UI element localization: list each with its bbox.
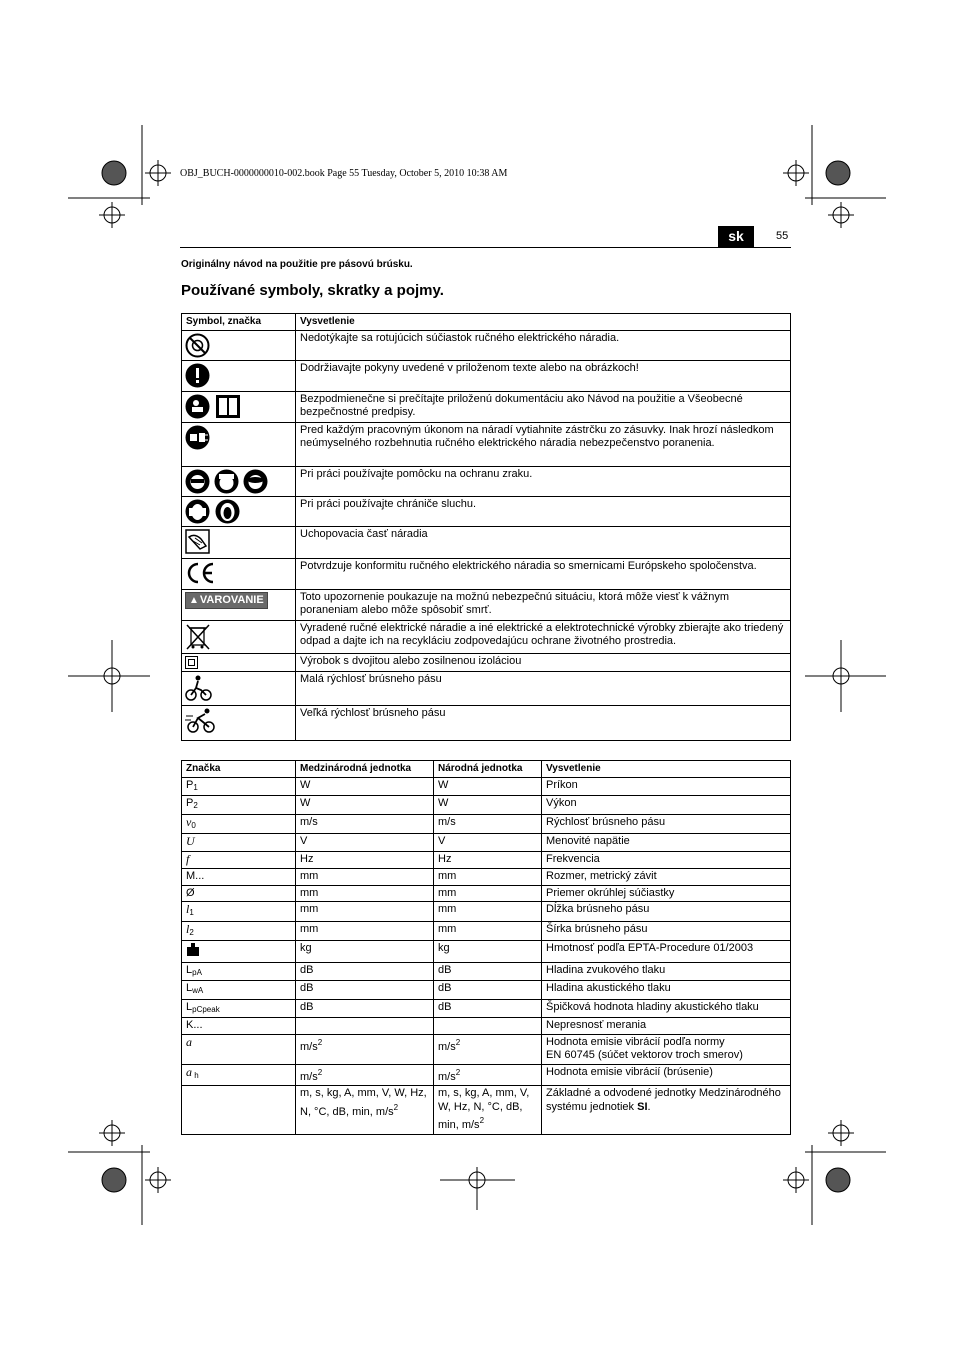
intl-unit-superscript: 2 — [393, 1102, 399, 1112]
description-text: Nepresnosť merania — [546, 1019, 647, 1031]
table-row — [182, 981, 791, 1000]
description-text: Hodnota emisie vibrácií (brúsenie) — [546, 1065, 713, 1078]
table-row — [182, 851, 791, 869]
description-text: Rozmer, metrický závit — [546, 870, 657, 882]
natl-unit-superscript: 2 — [455, 1037, 461, 1047]
description-text: Hladina zvukového tlaku — [546, 963, 666, 976]
intl-unit-text: kg — [300, 942, 312, 954]
symbol-cell — [182, 672, 296, 706]
symbols-table — [181, 313, 791, 741]
description-text: Rýchlosť brúsneho pásu — [546, 815, 666, 828]
warning-triangle-icon: ▲ — [189, 594, 199, 606]
description-cell: Vyradené ručné elektrické náradie a iné elektrické a elektrotechnické výrobky zbierajte ako triedený odpad a dajte ich na recykláciu zodpovedajúcu ochrane životného prostredia. — [296, 620, 791, 653]
table-row — [182, 814, 791, 834]
description-cell: Pred každým pracovným úkonom na náradí vytiahnite zástrčku zo zásuvky. Inak hrozí následkom neúmyselného rozbehnutia ručného elektrického náradia nebezpečenstvo poranenia. — [296, 422, 791, 466]
no-touch-rotating-icon — [185, 333, 210, 358]
natl-unit-cell — [434, 814, 542, 834]
symbol-cell — [182, 851, 296, 869]
natl-unit-text: m, s, kg, A, mm, V, W, Hz, N, °C, dB, min, m/s — [438, 1087, 530, 1131]
natl-unit-cell — [434, 999, 542, 1018]
description-cell — [542, 962, 791, 981]
description-cell — [542, 1018, 791, 1035]
natl-unit-text: dB — [438, 963, 452, 976]
natl-unit-cell — [434, 1034, 542, 1064]
symbol-cell — [182, 558, 296, 589]
intl-unit-cell — [296, 1018, 434, 1035]
description-cell: Výrobok s dvojitou alebo zosilnenou izoláciou — [296, 653, 791, 672]
column-header: Značka — [182, 761, 296, 778]
symbol-cell — [182, 653, 296, 672]
natl-unit-cell — [434, 869, 542, 886]
description-text-line2: EN 60745 (súčet vektorov troch smerov) — [546, 1049, 743, 1061]
symbol-cell — [182, 999, 296, 1018]
double-insulation-icon — [185, 656, 198, 669]
natl-unit-cell — [434, 1086, 542, 1135]
description-cell: Pri práci používajte chrániče sluchu. — [296, 496, 791, 526]
natl-unit-text: mm — [438, 870, 457, 882]
slow-cyclist-icon — [185, 674, 213, 702]
description-cell — [542, 1086, 791, 1135]
natl-unit-cell — [434, 1064, 542, 1086]
symbol-cell — [182, 496, 296, 526]
table-row — [182, 496, 791, 526]
natl-unit-text: Hz — [438, 852, 452, 865]
natl-unit-cell — [434, 1018, 542, 1035]
table-row — [182, 777, 791, 796]
intl-unit-cell — [296, 869, 434, 886]
description-text: Hmotnosť podľa EPTA-Procedure 01/2003 — [546, 942, 754, 954]
symbol-subscript: 2 — [193, 801, 198, 810]
table-row — [182, 921, 791, 941]
column-header: Národná jednotka — [434, 761, 542, 778]
table-row — [182, 1018, 791, 1035]
natl-unit-cell — [434, 885, 542, 902]
intl-unit-text: mm — [300, 922, 319, 935]
symbol-cell — [182, 834, 296, 852]
intl-unit-cell — [296, 902, 434, 922]
description-text: Frekvencia — [546, 852, 600, 865]
symbol-text: a — [186, 1064, 192, 1079]
description-cell: Bezpodmienečne si prečítajte priloženú dokumentáciu ako Návod na použitie a Všeobecné bezpečnostné predpisy. — [296, 391, 791, 422]
grip-surface-icon — [185, 529, 210, 554]
intl-unit-text: W — [300, 778, 311, 791]
description-cell: Toto upozornenie poukazuje na možnú nebezpečnú situáciu, ktorá môže viesť k vážnym poraneniam alebo môže spôsobiť smrť. — [296, 589, 791, 620]
description-cell: Pri práci používajte pomôcku na ochranu zraku. — [296, 466, 791, 496]
natl-unit-text: dB — [438, 1000, 452, 1013]
natl-unit-cell — [434, 981, 542, 1000]
table-row — [182, 869, 791, 886]
symbol-cell — [182, 941, 296, 963]
symbol-cell — [182, 422, 296, 466]
symbol-cell — [182, 589, 296, 620]
document-subtitle: Originálny návod na použitie pre pásovú brúsku. — [181, 259, 413, 270]
table-row — [182, 526, 791, 558]
intl-unit-superscript: 2 — [317, 1067, 323, 1077]
description-cell — [542, 851, 791, 869]
weee-bin-icon — [185, 623, 211, 651]
natl-unit-text: mm — [438, 886, 457, 899]
intl-unit-cell — [296, 921, 434, 941]
symbol-subscript: 1 — [193, 782, 198, 792]
description-cell: Malá rýchlosť brúsneho pásu — [296, 672, 791, 706]
description-text: Príkon — [546, 778, 578, 791]
natl-unit-cell — [434, 834, 542, 852]
natl-unit-superscript: 2 — [479, 1116, 485, 1125]
description-cell: Veľká rýchlosť brúsneho pásu — [296, 706, 791, 741]
symbol-text: Ø — [186, 886, 195, 899]
symbol-cell — [182, 391, 296, 422]
table-header-row — [182, 761, 791, 778]
column-header: Symbol, značka — [182, 314, 296, 331]
intl-unit-text: dB — [300, 1000, 314, 1013]
column-header: Medzinárodná jednotka — [296, 761, 434, 778]
natl-unit-cell — [434, 921, 542, 941]
symbol-cell — [182, 921, 296, 941]
intl-unit-cell — [296, 796, 434, 815]
description-cell — [542, 885, 791, 902]
weight-icon — [186, 942, 200, 956]
print-header: OBJ_BUCH-0000000010-002.book Page 55 Tuesday, October 5, 2010 10:38 AM — [180, 168, 508, 179]
description-text: Menovité napätie — [546, 835, 630, 847]
natl-unit-text: mm — [438, 903, 457, 915]
intl-unit-text: m/s — [300, 815, 318, 828]
table-row — [182, 466, 791, 496]
description-text: Dĺžka brúsneho pásu — [546, 903, 650, 915]
exclamation-icon — [185, 363, 210, 388]
description-end: . — [647, 1100, 651, 1113]
natl-unit-text: m/s — [438, 1040, 456, 1053]
intl-unit-cell — [296, 981, 434, 1000]
natl-unit-cell — [434, 962, 542, 981]
description-cell — [542, 902, 791, 922]
symbol-text: M... — [186, 870, 205, 882]
language-badge: sk — [718, 226, 754, 247]
symbol-subscript: h — [192, 1070, 199, 1080]
intl-unit-text: V — [300, 835, 308, 847]
description-cell: Dodržiavajte pokyny uvedené v priloženom texte alebo na obrázkoch! — [296, 360, 791, 391]
symbol-text: L — [186, 982, 193, 994]
symbol-text: l — [186, 921, 190, 936]
symbol-text: f — [186, 851, 190, 866]
description-text: Výkon — [546, 797, 577, 809]
symbol-cell — [182, 902, 296, 922]
symbol-cell — [182, 777, 296, 796]
intl-unit-text: m, s, kg, A, mm, V, W, Hz, N, °C, dB, min, m/s — [300, 1087, 427, 1118]
natl-unit-superscript: 2 — [455, 1067, 461, 1077]
symbol-text: v — [186, 814, 192, 829]
units-table — [181, 760, 791, 1135]
ear-protection-icon — [185, 499, 241, 524]
table-row — [182, 1034, 791, 1064]
intl-unit-text: dB — [300, 982, 314, 994]
table-row — [182, 834, 791, 852]
symbol-cell — [182, 1034, 296, 1064]
intl-unit-cell — [296, 962, 434, 981]
intl-unit-cell — [296, 941, 434, 963]
symbol-text: U — [186, 834, 195, 848]
intl-unit-cell — [296, 999, 434, 1018]
table-row — [182, 941, 791, 963]
natl-unit-text: W — [438, 778, 449, 791]
description-cell — [542, 999, 791, 1018]
natl-unit-text: kg — [438, 942, 450, 954]
table-row — [182, 558, 791, 589]
natl-unit-text: W — [438, 797, 449, 809]
description-cell: Potvrdzuje konformitu ručného elektrického náradia so smernicami Európskeho spoločenstva. — [296, 558, 791, 589]
column-header: Vysvetlenie — [542, 761, 791, 778]
warning-label-text: VAROVANIE — [199, 593, 264, 606]
description-bold: SI — [637, 1100, 648, 1113]
table-row — [182, 706, 791, 741]
natl-unit-text: mm — [438, 922, 457, 935]
natl-unit-cell — [434, 902, 542, 922]
symbol-cell — [182, 330, 296, 360]
table-header-row — [182, 314, 791, 331]
description-cell — [542, 941, 791, 963]
natl-unit-text: dB — [438, 982, 452, 994]
table-row — [182, 672, 791, 706]
table-row — [182, 360, 791, 391]
description-cell: Uchopovacia časť náradia — [296, 526, 791, 558]
page-title: Používané symboly, skratky a pojmy. — [181, 282, 444, 299]
table-row — [182, 620, 791, 653]
symbol-text: P — [186, 778, 194, 791]
symbol-text: K... — [186, 1019, 203, 1031]
table-row — [182, 962, 791, 981]
symbol-subscript: 0 — [191, 820, 196, 830]
symbol-cell — [182, 885, 296, 902]
symbol-text: L — [186, 1000, 193, 1013]
description-text: Priemer okrúhlej súčiastky — [546, 886, 675, 899]
description-cell — [542, 834, 791, 852]
warning-label — [185, 592, 268, 610]
intl-unit-cell — [296, 834, 434, 852]
description-text: Hodnota emisie vibrácií podľa normy — [546, 1035, 725, 1048]
symbol-cell — [182, 796, 296, 815]
intl-unit-text: dB — [300, 963, 314, 976]
intl-unit-text: m/s — [300, 1040, 318, 1053]
description-cell — [542, 1034, 791, 1064]
symbol-cell — [182, 526, 296, 558]
symbol-cell — [182, 962, 296, 981]
intl-unit-cell — [296, 1064, 434, 1086]
symbol-subscript: pCpeak — [192, 1004, 220, 1014]
description-cell — [542, 814, 791, 834]
symbol-subscript: pA — [192, 967, 202, 977]
units-table-body — [182, 777, 791, 1134]
description-cell: Nedotýkajte sa rotujúcich súčiastok ručného elektrického náradia. — [296, 330, 791, 360]
ce-mark-icon — [185, 561, 215, 585]
page-number: 55 — [776, 230, 789, 242]
description-cell — [542, 796, 791, 815]
symbol-subscript: 2 — [189, 927, 194, 937]
table-row — [182, 902, 791, 922]
column-header: Vysvetlenie — [296, 314, 791, 331]
description-text: Hladina akustického tlaku — [546, 982, 671, 994]
symbol-text: l — [186, 902, 190, 916]
symbol-cell — [182, 1086, 296, 1135]
intl-unit-cell — [296, 1034, 434, 1064]
intl-unit-cell — [296, 814, 434, 834]
natl-unit-cell — [434, 777, 542, 796]
table-row — [182, 796, 791, 815]
description-cell — [542, 1064, 791, 1086]
intl-unit-cell — [296, 885, 434, 902]
natl-unit-text: m/s — [438, 815, 456, 828]
symbol-subscript: 1 — [189, 908, 194, 917]
table-row — [182, 391, 791, 422]
description-cell — [542, 981, 791, 1000]
table-row — [182, 1064, 791, 1086]
symbol-text: P — [186, 797, 194, 809]
intl-unit-superscript: 2 — [317, 1037, 323, 1047]
intl-unit-text: mm — [300, 886, 319, 899]
symbol-subscript: wA — [192, 986, 204, 995]
table-row — [182, 330, 791, 360]
intl-unit-text: mm — [300, 903, 319, 915]
fast-cyclist-icon — [185, 708, 219, 734]
header-rule — [180, 247, 791, 248]
eye-protection-icon — [185, 469, 269, 494]
read-manual-icon — [185, 394, 241, 419]
intl-unit-cell — [296, 1086, 434, 1135]
intl-unit-text: W — [300, 797, 311, 809]
symbol-cell — [182, 706, 296, 741]
symbol-cell — [182, 360, 296, 391]
intl-unit-text: mm — [300, 870, 319, 882]
description-cell — [542, 869, 791, 886]
table-row — [182, 1086, 791, 1135]
natl-unit-cell — [434, 941, 542, 963]
description-text: Špičková hodnota hladiny akustického tlaku — [546, 1000, 759, 1013]
description-cell — [542, 921, 791, 941]
symbol-cell — [182, 869, 296, 886]
symbol-cell — [182, 466, 296, 496]
symbol-text: a — [186, 1034, 192, 1049]
table-row — [182, 999, 791, 1018]
description-cell — [542, 777, 791, 796]
natl-unit-cell — [434, 796, 542, 815]
intl-unit-cell — [296, 777, 434, 796]
table-row — [182, 885, 791, 902]
natl-unit-text: V — [438, 835, 446, 847]
natl-unit-cell — [434, 851, 542, 869]
intl-unit-cell — [296, 851, 434, 869]
symbol-cell — [182, 1018, 296, 1035]
description-text: Šírka brúsneho pásu — [546, 922, 648, 935]
symbol-cell — [182, 981, 296, 1000]
unplug-icon — [185, 425, 210, 450]
natl-unit-text: m/s — [438, 1070, 456, 1083]
symbol-cell — [182, 814, 296, 834]
symbol-text: L — [186, 963, 193, 976]
description-text: Základné a odvodené jednotky Medzinárodného systému jednotiek — [546, 1087, 781, 1113]
intl-unit-text: Hz — [300, 852, 314, 865]
table-row — [182, 422, 791, 466]
intl-unit-text: m/s — [300, 1070, 318, 1083]
symbol-cell — [182, 1064, 296, 1086]
table-row — [182, 653, 791, 672]
symbol-cell — [182, 620, 296, 653]
table-row — [182, 589, 791, 620]
